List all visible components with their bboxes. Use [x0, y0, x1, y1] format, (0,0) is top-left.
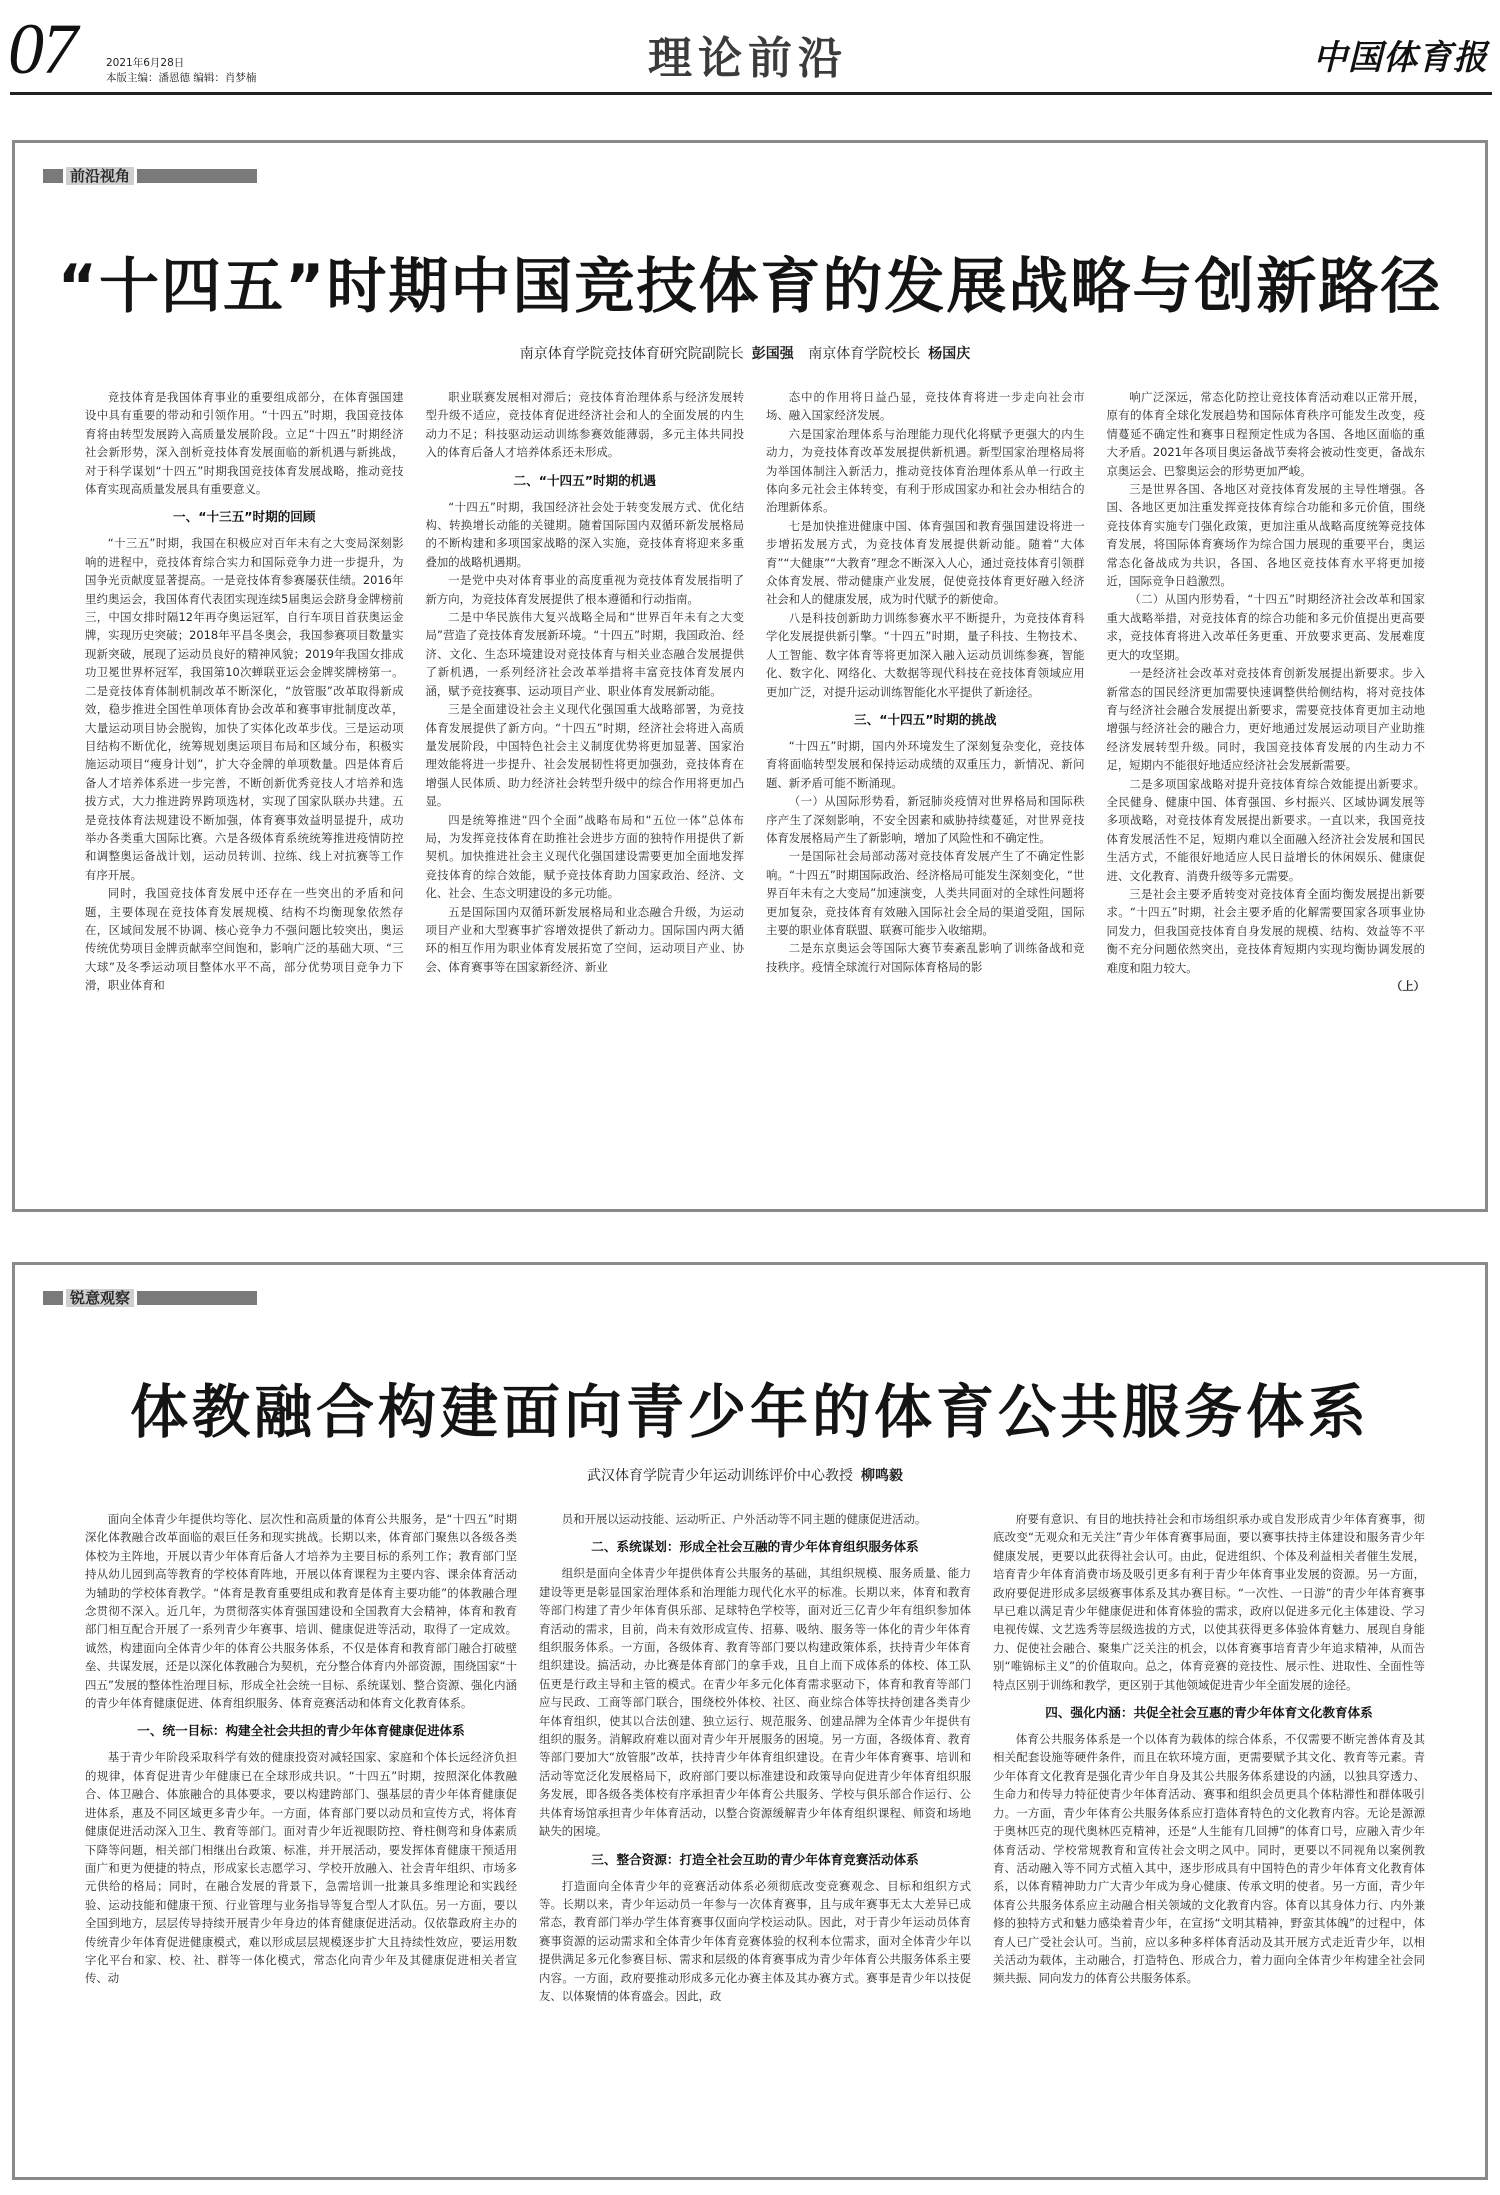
tag-bar-icon — [137, 169, 257, 183]
article-column — [85, 1510, 517, 2160]
body-paragraph: “十四五”时期，我国经济社会处于转变发展方式、优化结构、转换增长动能的关键期。随着国际国内双循环新发展格局的不断构建和多项国家战略的深入实施，竞技体育将迎来多重叠加的战略机遇期。 — [425, 499, 744, 569]
article-column — [539, 1510, 971, 2160]
body-paragraph: 一是党中央对体育事业的高度重视为竞技体育发展指明了新方向，为竞技体育发展提供了根本遵循和行动指南。 — [425, 573, 744, 606]
column-tag-label: 锐意观察 — [66, 1289, 134, 1307]
body-paragraph: 一是国际社会局部动荡对竞技体育发展产生了不确定性影响。“十四五”时期国际政治、经济格局可能发生深刻变化，“世界百年未有之大变局”加速演变，人类共同面对的全球性问题将更加复杂，竞技体育有效融入国际社会全局的渠道受阻，国际主要的职业体育联盟、联赛可能步入收缩期。 — [766, 849, 1085, 937]
masthead-rule — [10, 92, 1492, 95]
issue-meta — [106, 56, 256, 86]
body-paragraph: 职业联赛发展相对滞后；竞技体育治理体系与经济发展转型升级不适应，竞技体育促进经济社会和人的全面发展的内生动力不足；科技驱动运动训练参赛效能薄弱，多元主体共同投入的体育后备人才培养体系还未形成。 — [425, 390, 744, 460]
body-paragraph: 五是国际国内双循环新发展格局和业态融合升级，为运动项目产业和大型赛事扩容增效提供了新动力。国际国内两大循环的相互作用为职业体育发展拓宽了空间，运动项目产业、协会、体育赛事等在国家新经济、新业 — [425, 904, 744, 974]
body-paragraph: “十四五”时期，国内外环境发生了深刻复杂变化，竞技体育将面临转型发展和保持运动成绩的双重压力，新情况、新问题、新矛盾可能不断涌现。 — [766, 738, 1085, 790]
continued-mark: （上） — [1390, 979, 1425, 993]
article-byline — [15, 1465, 1485, 1485]
body-paragraph: 三是全面建设社会主义现代化强国重大战略部署，为竞技体育发展提供了新方向。“十四五”时期，经济社会将进入高质量发展阶段，中国特色社会主义制度优势将更加显著、国家治理效能将进一步提升、社会发展韧性将更加强劲，竞技体育在增强人民体质、助力经济社会转型升级中的综合作用将更加凸显。 — [425, 702, 744, 809]
body-paragraph: 三是世界各国、各地区对竞技体育发展的主导性增强。各国、各地区更加注重发挥竞技体育综合功能和多元价值，围绕竞技体育实施专门强化政策，更加注重从战略高度统筹竞技体育发展，将国际体育赛场作为综合国力展现的重要平台，奥运常态化备战成为共识，各国、各地区竞技体育水平将更加接近，国际竞争日趋激烈。 — [1106, 482, 1425, 589]
body-paragraph: 打造面向全体青少年的竞赛活动体系必须彻底改变竞赛观念、目标和组织方式等。长期以来，青少年运动员一年参与一次体育赛事，且与成年赛事无太大差异已成常态，教育部门举办学生体育赛事仅面向学校运动队。因此，对于青少年运动员体育赛事资源的运动需求和全体青少年体育竞赛体验的权利本位需求，面对全体青少年以提供满足多元化参赛目标、需求和层级的体育赛事成为青少年体育公共服务体系主要内容。一方面，政府要推动形成多元化办赛主体及其办赛方式。赛事是青少年以技促友、以体聚情的体育盛会。因此，政 — [539, 1878, 971, 2003]
page-number: 07 — [8, 9, 76, 89]
article-column — [426, 388, 745, 1188]
article-byline — [15, 343, 1485, 363]
section-heading: 二、“十四五”时期的机遇 — [513, 472, 656, 488]
issue-date: 2021年6月28日 — [106, 57, 185, 69]
author-name: 彭国强 — [751, 346, 794, 362]
tag-block-icon — [43, 1291, 63, 1305]
article-youth-sports-service — [12, 1262, 1488, 2180]
issue-editors: 本版主编：潘恩德 编辑：肖梦楠 — [106, 72, 257, 84]
body-paragraph: “十三五”时期，我国在积极应对百年未有之大变局深刻影响的进程中，竞技体育综合实力和国际竞争力进一步提升，为国争光贡献度显著提高。一是竞技体育参赛屡获佳绩。2016年里约奥运会，我国体育代表团实现连续5届奥运会跻身金牌榜前三，中国女排时隔12年再夺奥运冠军，自行车项目首获奥运金牌，实现历史突破；2018年平昌冬奥会，我国参赛项目数量实现新突破，展现了运动员良好的精神风貌；2019年我国女排成功卫冕世界杯冠军，我国第10次蝉联亚运会金牌奖牌榜第一。二是竞技体育体制机制改革不断深化，“放管服”改革取得新成效，稳步推进全国性单项体育协会改革和赛事审批制度改革，大量运动项目协会脱钩，加快了实体化改革步伐。三是运动项目结构不断优化，统筹规划奥运项目布局和区域分布，积极实施运动项目“瘦身计划”，扩大夺金牌的单项数量。四是体育后备人才培养体系进一步完善，不断创新优秀竞技人才培养和选拔方式，大力推进跨界跨项选材，实现了国家队联办共建。五是竞技体育法规建设不断加强，体育赛事效益明显提升，成功举办各类重大国际比赛。六是各级体育系统统筹推进疫情防控和调整奥运备战计划，运动员转训、拉练、线上对抗赛等工作有序开展。 — [85, 536, 404, 882]
body-paragraph: 态中的作用将日益凸显，竞技体育将进一步走向社会市场、融入国家经济发展。 — [766, 390, 1085, 423]
section-title: 理论前沿 — [648, 33, 848, 84]
body-paragraph: 组织是面向全体青少年提供体育公共服务的基础，其组织规模、服务质量、能力建设等更是彰显国家治理体系和治理能力现代化水平的标准。长期以来，体育和教育等部门构建了青少年体育俱乐部、足球特色学校等，面对近三亿青少年有组织参加体育活动的需求，目前，尚未有效形成宣传、招募、吸纳、服务等一体化的青少年体育组织服务体系。一方面，各级体育、教育等部门要以构建政策体系，扶持青少年体育组织建设。搞活动，办比赛是体育部门的拿手戏，且自上而下成体系的体校、体工队伍更是行政主导和主管的模式。在青少年多元化体育需求驱动下，体育和教育等部门应与民政、工商等部门联合，围绕校外体校、社区、商业综合体等扶持创建各类青少年体育组织，使其以合法创建、独立运行、规范服务、创建品牌为全体青少年提供有组织的服务。消解政府难以面对青少年开展服务的困境。另一方面，各级体育、教育等部门要加大“放管服”改革，扶持青少年体育组织建设。在青少年体育赛事、培训和活动等宽泛化发展格局下，政府部门要以标准建设和政策导向促进青少年体育组织服务发展，即各级各类体校有序承担青少年体育公共服务、学校与俱乐部合作运行、公共体育场馆承担青少年体育活动，以整合资源缓解青少年体育组织课程、师资和场地缺失的困境。 — [539, 1566, 971, 1839]
body-paragraph: 面向全体青少年提供均等化、层次性和高质量的体育公共服务，是“十四五”时期深化体教融合改革面临的艰巨任务和现实挑战。长期以来，体育部门聚焦以各级各类体校为主阵地，开展以青少年体育后备人才培养为主要目标的系列工作；教育部门坚持从幼儿园到高等教育的学校体育阵地，开展以体育课程为主要内容、课余体育活动为辅助的学校体育教学。“体育是教育重要组成和教育是体育主要功能”的体教融合理念贯彻不深入。近几年，为贯彻落实体育强国建设和全国教育大会精神，体育和教育部门相互配合开展了一系列青少年赛事、培训、健康促进等活动，取得了一定成效。诚然，构建面向全体青少年的体育公共服务体系，不仅是体育和教育部门融合打破壁垒、共谋发展，还是以深化体教融合为契机，充分整合体育内外部资源，围绕国家“十四五”发展的整体性治理目标，形成全社会统一目标、系统谋划、整合资源、强化内涵的青少年体育健康促进、体育组织服务、体育竞赛活动和体育文化教育体系。 — [85, 1512, 517, 1711]
section-heading: 三、“十四五”时期的挑战 — [854, 711, 997, 727]
article-body — [85, 388, 1425, 1188]
section-heading: 一、统一目标：构建全社会共担的青少年体育健康促进体系 — [137, 1723, 465, 1739]
section-heading: 四、强化内涵：共促全社会互惠的青少年体育文化教育体系 — [1045, 1705, 1373, 1721]
author-affiliation: 武汉体育学院青少年运动训练评价中心教授 — [587, 1468, 853, 1484]
newspaper-logo: 中国体育报 — [1313, 38, 1488, 78]
tag-bar-icon — [137, 1291, 257, 1305]
column-tag-label: 前沿视角 — [66, 167, 134, 185]
tag-block-icon — [43, 169, 63, 183]
body-paragraph: 一是经济社会改革对竞技体育创新发展提出新要求。步入新常态的国民经济更加需要快速调整供给侧结构，将对竞技体育与经济社会融合发展提出新要求，需要竞技体育更加主动地增强与经济社会的融合力，更好地通过发展运动项目产业助推经济发展转型升级。同时，我国竞技体育发展的内生动力不足，短期内不能很好地适应经济社会发展新需要。 — [1106, 666, 1425, 773]
body-paragraph: 府要有意识、有目的地扶持社会和市场组织承办或自发形成青少年体育赛事，彻底改变“无观众和无关注”青少年体育赛事局面，要以赛事扶持主体建设和服务青少年健康发展，更要以此获得社会认可。由此，促进组织、个体及利益相关者催生发展，培育青少年体育消费市场及吸引更多有利于青少年体育事业发展的资源。另一方面，政府要促进形成多层级赛事体系及其办赛目标。“一次性、一日游”的青少年体育赛事早已难以满足青少年健康促进和体育体验的需求，政府以促进多元化主体建设、学习电视传媒、文艺选秀等层级选拔的方式，以使其获得更多体验体育魅力、展现自身能力、促使社会融合、聚集广泛关注的机会，以体育赛事培育青少年追求精神，从而告别“唯锦标主义”的价值取向。总之，体育竞赛的竞技性、展示性、进取性、全面性等特点区别于训练和教学，更区别于其他领域促进青少年全面发展的途径。 — [993, 1512, 1425, 1692]
body-paragraph: 二是东京奥运会等国际大赛节奏紊乱影响了训练备战和竞技秩序。疫情全球流行对国际体育格局的影 — [766, 941, 1085, 974]
section-heading: 三、整合资源：打造全社会互助的青少年体育竞赛活动体系 — [591, 1851, 919, 1867]
body-paragraph: （二）从国内形势看，“十四五”时期经济社会改革和国家重大战略举措，对竞技体育的综合功能和多元价值提出更高要求，竞技体育将进入改革任务更重、开放要求更高、发展难度更大的攻坚期。 — [1106, 592, 1425, 662]
article-column — [766, 388, 1085, 1188]
article-body — [85, 1510, 1425, 2160]
author-name: 柳鸣毅 — [861, 1468, 903, 1484]
author-name: 杨国庆 — [928, 346, 971, 362]
column-tag — [43, 167, 257, 185]
masthead — [0, 0, 1500, 98]
author-affiliation: 南京体育学院竞技体育研究院副院长 — [519, 346, 744, 362]
author-affiliation: 南京体育学院校长 — [808, 346, 921, 362]
body-paragraph: （一）从国际形势看，新冠肺炎疫情对世界格局和国际秩序产生了深刻影响，不安全因素和威胁持续蔓延，对世界竞技体育发展格局产生了新影响，增加了风险性和不确定性。 — [766, 794, 1085, 845]
body-paragraph: 竞技体育是我国体育事业的重要组成部分，在体育强国建设中具有重要的带动和引领作用。“十四五”时期，我国竞技体育将由转型发展跨入高质量发展阶段。立足“十四五”时期经济社会新形势，深入剖析竞技体育发展面临的新机遇与新挑战，对于科学谋划“十四五”时期我国竞技体育发展战略，推动竞技体育实现高质量发展具有重要意义。 — [85, 390, 404, 497]
article-column — [1107, 388, 1426, 1188]
article-headline: “十四五”时期中国竞技体育的发展战略与创新路径 — [57, 252, 1443, 322]
article-column — [993, 1510, 1425, 2160]
body-paragraph: 基于青少年阶段采取科学有效的健康投资对减轻国家、家庭和个体长远经济负担的规律，体育促进青少年健康已在全球形成共识。“十四五”时期，按照深化体教融合、体卫融合、体旅融合的具体要求，要以构建跨部门、强基层的青少年体育健康促进体系，惠及不同区域更多青少年。一方面，体育部门要以动员和宣传方式，将体育健康促进活动深入卫生、教育等部门。面对青少年近视眼防控、脊柱侧弯和身体素质下降等问题，相关部门相继出台政策、标准，并开展活动，要发挥体育健康干预适用面广和更为便捷的特点，形成家长志愿学习、学校开放融入、社会青年组织、市场多元供给的格局；同时，在融合发展的背景下，急需培训一批兼具多维理论和实践经验、运动技能和健康干预、行业管理与业务指导等复合型人才队伍。另一方面，要以全国到地方，层层传导持续开展青少年身边的体育健康促进活动。仅依靠政府主办的传统青少年体育促进健康模式，难以形成层层规模逐步扩大且持续性效应，要运用数字化平台和家、校、社、群等一体化模式，常态化向青少年及其健康促进相关者宣传、动 — [85, 1750, 517, 1986]
body-paragraph: 二是中华民族伟大复兴战略全局和“世界百年未有之大变局”营造了竞技体育发展新环境。“十四五”时期，我国政治、经济、文化、生态环境建设对竞技体育与相关业态融合发展提供了新机遇，一系列经济社会改革举措将丰富竞技体育发展内涵，赋予竞技赛事、运动项目产业、职业体育发展新动能。 — [425, 610, 744, 698]
body-paragraph: 四是统筹推进“四个全面”战略布局和“五位一体”总体布局，为发挥竞技体育在助推社会进步方面的独特作用提供了新契机。加快推进社会主义现代化强国建设需要更加全面地发挥竞技体育的综合效能，赋予竞技体育助力国家政治、经济、文化、社会、生态文明建设的多元功能。 — [425, 812, 744, 901]
body-paragraph: 六是国家治理体系与治理能力现代化将赋予更强大的内生动力，为竞技体育改革发展提供新机遇。新型国家治理格局将为举国体制注入新活力，推动竞技体育治理体系从单一行政主体向多元社会主体转变，有利于形成国家办和社会办相结合的治理新体系。 — [766, 426, 1085, 515]
body-paragraph: 八是科技创新助力训练参赛水平不断提升，为竞技体育科学化发展提供新引擎。“十四五”时期，量子科技、生物技术、人工智能、数字体育等将更加深入融入运动员训练参赛，智能化、数字化、网络化、大数据等现代科技在竞技体育领域应用更加广泛，对提升运动训练智能化水平提供了新途径。 — [766, 610, 1085, 699]
body-paragraph: 员和开展以运动技能、运动听正、户外活动等不同主题的健康促进活动。 — [561, 1512, 927, 1526]
article-column — [85, 388, 404, 1188]
body-paragraph: 七是加快推进健康中国、体育强国和教育强国建设将进一步增拓发展方式，为竞技体育发展提供新动能。随着“大体育”“大健康”“大教育”理念不断深入人心，通过竞技体育引领群众体育发展、带动健康产业发展，促使竞技体育更好融入经济社会和人的健康发展，成为时代赋予的新使命。 — [766, 518, 1085, 607]
article-competitive-sports — [12, 140, 1488, 1212]
body-paragraph: 响广泛深远，常态化防控让竞技体育活动难以正常开展，原有的体育全球化发展趋势和国际体育秩序可能发生改变，疫情蔓延不确定性和赛事日程预定性成为各国、各地区面临的重大矛盾。2021年各项目奥运备战节奏将会被动性变更，备战东京奥运会、巴黎奥运会的形势更加严峻。 — [1106, 390, 1425, 478]
column-tag — [43, 1289, 257, 1307]
body-paragraph: 同时，我国竞技体育发展中还存在一些突出的矛盾和问题，主要体现在竞技体育发展规模、结构不均衡现象依然存在，区域间发展不协调、核心竞争力不强问题比较突出，奥运传统优势项目金牌贡献率空间饱和，影响广泛的基础大项、“三大球”及冬季运动项目整体水平不高，部分优势项目竞争力下滑，职业体育和 — [85, 886, 404, 993]
body-paragraph: 体育公共服务体系是一个以体育为载体的综合体系，不仅需要不断完善体育及其相关配套设施等硬件条件，而且在软环境方面，更需要赋予其文化、教育等元素。青少年体育文化教育是强化青少年自身及其公共服务体系建设的内涵，以独具穿透力、生命力和传导力特征使青少年体育活动、赛事和组织会员更具个体粘滞性和群体吸引力。一方面，青少年体育公共服务体系应打造体育特色的文化教育内容。无论是源源于奥林匹克的现代奥林匹克精神，还是“人生能有几回搏”的体育口号，应融入青少年体育活动、学校常规教育和宣传社会文明之风中。同时，更要以不同视角以案例教育、活动融入等不同方式植入其中，逐步形成具有中国特色的青少年体育文化教育体系，以体育精神助力广大青少年成为身心健康、传承文明的使者。另一方面，青少年体育公共服务体系应主动融合相关领域的文化教育内容。体育以其身体力行、内外兼修的独特方式和魅力感染着青少年，在宣扬“文明其精神，野蛮其体魄”的过程中，体育人已广受社会认可。当前，应以多种多样体育活动及其开展方式走近青少年，以相关活动为载体，主动融合，打造特色、形成合力，着力面向全体青少年构建全社会同频共振、同向发力的体育公共服务体系。 — [993, 1732, 1425, 1986]
article-headline: 体教融合构建面向青少年的体育公共服务体系 — [129, 1378, 1370, 1446]
body-paragraph: 三是社会主要矛盾转变对竞技体育全面均衡发展提出新要求。“十四五”时期，社会主要矛盾的化解需要国家各项事业协同发力，但我国竞技体育自身发展的规模、结构、效益等不平衡不充分问题依然突出，竞技体育短期内实现均衡协调发展的难度和阻力较大。 — [1106, 886, 1425, 975]
section-heading: 二、系统谋划：形成全社会互融的青少年体育组织服务体系 — [591, 1539, 919, 1555]
section-heading: 一、“十三五”时期的回顾 — [173, 509, 316, 525]
body-paragraph: 二是多项国家战略对提升竞技体育综合效能提出新要求。全民健身、健康中国、体育强国、乡村振兴、区域协调发展等多项战略，对竞技体育发展提出新要求。一直以来，我国竞技体育发展活性不足，短期内难以全面融入经济社会发展和国民生活方式，不能很好地适应人民日益增长的休闲娱乐、健康促进、文化教育、消费升级等多元需要。 — [1106, 776, 1425, 883]
